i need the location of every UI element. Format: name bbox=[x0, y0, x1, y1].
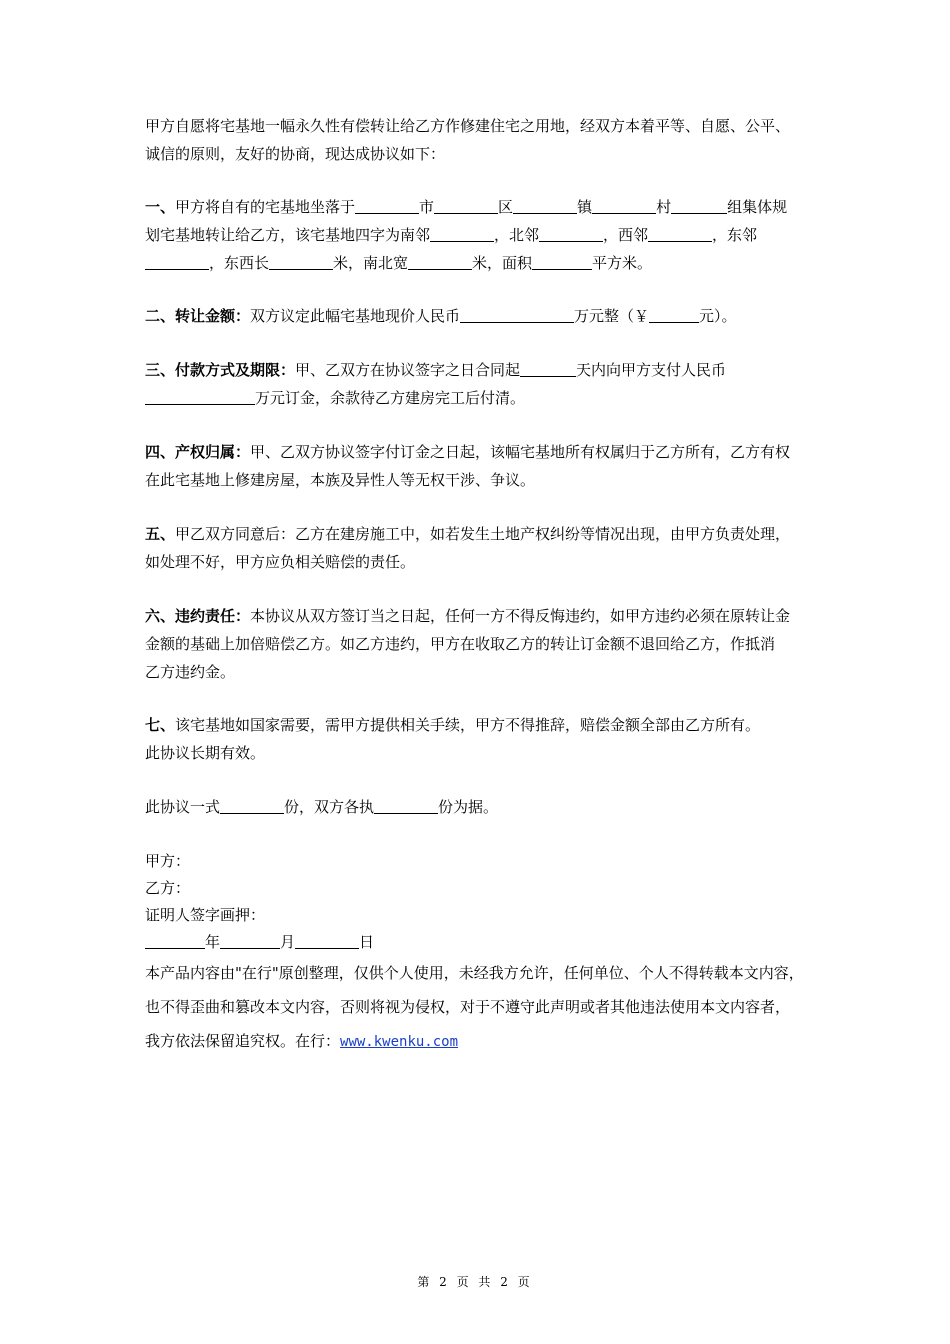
area-label: 米，面积 bbox=[472, 254, 533, 272]
clause-3-text-2: 天内向甲方支付人民币 bbox=[576, 361, 727, 379]
clause-1-text: 甲方将自有的宅基地坐落于 bbox=[175, 198, 356, 216]
clause-1 bbox=[145, 193, 825, 277]
area-blank bbox=[532, 253, 592, 270]
page-footer: 第 2 页 共 2 页 bbox=[417, 1275, 533, 1289]
copies-total-blank bbox=[220, 797, 284, 814]
west-label: ，西邻 bbox=[603, 226, 649, 244]
party-b-label: 乙方： bbox=[145, 879, 191, 897]
clause-6 bbox=[145, 602, 825, 686]
copies-text: 此协议一式 bbox=[145, 798, 221, 816]
clause-7 bbox=[145, 711, 825, 767]
clause-6-text-2: 金额的基础上加倍赔偿乙方。如乙方违约，甲方在收取乙方的转让订金额不退回给乙方，作抵消 bbox=[145, 635, 776, 653]
district-blank bbox=[434, 197, 498, 214]
sqm-label: 平方米。 bbox=[592, 254, 653, 272]
clause-3-lead: 三、付款方式及期限： bbox=[145, 361, 296, 379]
clause-5 bbox=[145, 520, 825, 576]
clause-6-text: 本协议从双方签订当之日起，任何一方不得反悔违约，如甲方违约必须在原转让金 bbox=[250, 607, 791, 625]
yuan-label: 元）。 bbox=[699, 307, 737, 325]
clause-2-lead: 二、转让金额： bbox=[145, 307, 251, 325]
town-label: 镇 bbox=[577, 198, 593, 216]
clause-5-text: 甲乙双方同意后：乙方在建房施工中，如若发生土地产权纠纷等情况出现，由甲方负责处理， bbox=[175, 525, 791, 543]
clause-5-text-2: 如处理不好，甲方应负相关赔偿的责任。 bbox=[145, 553, 416, 571]
clause-2-text: 双方议定此幅宅基地现价人民币 bbox=[250, 307, 461, 325]
east-blank bbox=[145, 253, 209, 270]
district-label: 区 bbox=[498, 198, 514, 216]
notice-line-2: 也不得歪曲和篡改本文内容，否则将视为侵权，对于不遵守此声明或者其他违法使用本文内容者， bbox=[145, 998, 791, 1016]
price-unit: 万元整（￥ bbox=[574, 307, 650, 325]
clause-4 bbox=[145, 438, 825, 494]
year-label: 年 bbox=[205, 933, 221, 951]
group-label: 组集体规 bbox=[727, 198, 788, 216]
clause-1-lead: 一、 bbox=[145, 198, 176, 216]
notice-line-1: 本产品内容由"在行"原创整理，仅供个人使用，未经我方允许，任何单位、个人不得转载本文内容， bbox=[145, 964, 804, 982]
party-a-label: 甲方： bbox=[145, 852, 191, 870]
clause-4-text: 甲、乙双方协议签字付订金之日起，该幅宅基地所有权属归于乙方所有，乙方有权 bbox=[250, 443, 791, 461]
clause-3-text-3: 万元订金，余款待乙方建房完工后付清。 bbox=[255, 389, 526, 407]
ns-width-blank bbox=[408, 253, 472, 270]
clause-6-text-3: 乙方违约金。 bbox=[145, 663, 236, 681]
group-blank bbox=[671, 197, 727, 214]
clause-1-text-2: 划宅基地转让给乙方，该宅基地四字为南邻 bbox=[145, 226, 431, 244]
intro-paragraph bbox=[145, 112, 825, 168]
clause-7-text-2: 此协议长期有效。 bbox=[145, 744, 266, 762]
north-label: ，北邻 bbox=[494, 226, 540, 244]
village-label: 村 bbox=[656, 198, 672, 216]
year-blank bbox=[145, 932, 205, 949]
north-blank bbox=[539, 225, 603, 242]
day-label: 日 bbox=[359, 933, 375, 951]
copies-each-blank bbox=[374, 797, 438, 814]
intro-line-1: 甲方自愿将宅基地一幅永久性有偿转让给乙方作修建住宅之用地，经双方本着平等、自愿、公平、 bbox=[145, 117, 791, 135]
city-blank bbox=[355, 197, 419, 214]
ns-width-label: 米，南北宽 bbox=[333, 254, 409, 272]
clause-5-lead: 五、 bbox=[145, 525, 176, 543]
price-blank bbox=[460, 306, 574, 323]
clause-6-lead: 六、违约责任： bbox=[145, 607, 251, 625]
town-blank bbox=[513, 197, 577, 214]
city-label: 市 bbox=[419, 198, 435, 216]
ew-length-label: ，东西长 bbox=[209, 254, 270, 272]
east-label: ，东邻 bbox=[712, 226, 758, 244]
clause-7-lead: 七、 bbox=[145, 716, 176, 734]
intro-line-2: 诚信的原则，友好的协商，现达成协议如下： bbox=[145, 145, 446, 163]
clause-2 bbox=[145, 302, 825, 330]
clause-4-lead: 四、产权归属： bbox=[145, 443, 251, 461]
notice-line-3: 我方依法保留追究权。在行： bbox=[145, 1032, 341, 1050]
deposit-blank bbox=[145, 388, 255, 405]
clause-7-text: 该宅基地如国家需要，需甲方提供相关手续，甲方不得推辞，赔偿金额全部由乙方所有。 bbox=[175, 716, 761, 734]
witness-label: 证明人签字画押： bbox=[145, 906, 266, 924]
copies-text-2: 份，双方各执 bbox=[284, 798, 375, 816]
clause-4-text-2: 在此宅基地上修建房屋，本族及异性人等无权干涉、争议。 bbox=[145, 471, 536, 489]
copyright-notice bbox=[145, 956, 825, 1058]
days-blank bbox=[520, 360, 576, 377]
clause-3 bbox=[145, 356, 825, 412]
signature-block bbox=[145, 848, 825, 956]
month-label: 月 bbox=[280, 933, 296, 951]
west-blank bbox=[648, 225, 712, 242]
copies-text-3: 份为据。 bbox=[438, 798, 499, 816]
village-blank bbox=[592, 197, 656, 214]
south-blank bbox=[430, 225, 494, 242]
yuan-blank bbox=[649, 306, 699, 323]
day-blank bbox=[295, 932, 359, 949]
date-line bbox=[145, 929, 825, 956]
clause-3-text: 甲、乙双方在协议签字之日合同起 bbox=[295, 361, 521, 379]
month-blank bbox=[220, 932, 280, 949]
website-link[interactable]: www.kwenku.com bbox=[340, 1034, 459, 1050]
copies-clause bbox=[145, 793, 825, 821]
ew-length-blank bbox=[269, 253, 333, 270]
